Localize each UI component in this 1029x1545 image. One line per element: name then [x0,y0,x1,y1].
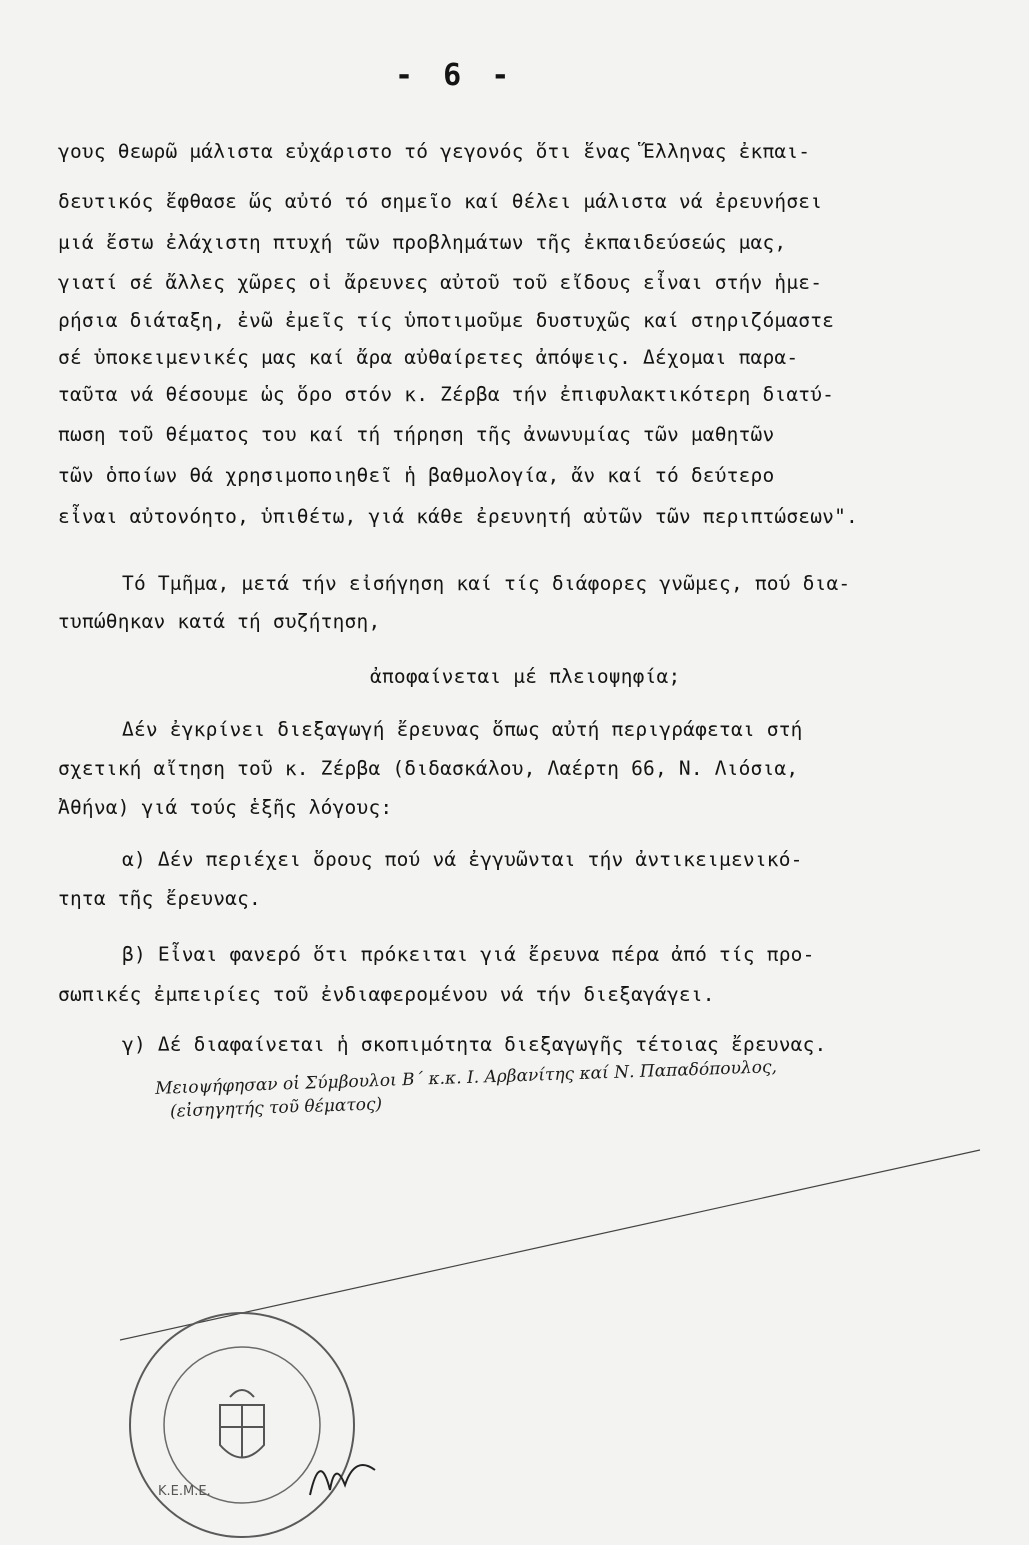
decision-intro-line: Ἀθήνα) γιά τούς ἑξῆς λόγους: [58,796,393,819]
decision-heading: ἀποφαίνεται μέ πλειοψηφία; [370,665,681,688]
handwritten-note-line: Μειοψήφησαν οἱ Σύμβουλοι Β΄ κ.κ. Ι. Αρβανίτης καί Ν. Παπαδόπουλος, [154,1057,778,1099]
page-number: - 6 - [395,58,516,93]
paragraph-1-line: ταῦτα νά θέσουμε ὡς ὅρο στόν κ. Ζέρβα τήν ἐπιφυλακτικότερη διατύ- [58,383,835,406]
paragraph-1-line: τῶν ὁποίων θά χρησιμοποιηθεῖ ἡ βαθμολογία, ἄν καί τό δεύτερο [58,464,775,487]
reason-c-line: γ) Δέ διαφαίνεται ἡ σκοπιμότητα διεξαγωγῆς τέτοιας ἔρευνας. [122,1033,827,1056]
paragraph-1-line: δευτικός ἔφθασε ὥς αὐτό τό σημεῖο καί θέλει μάλιστα νά ἐρευνήσει [58,190,823,213]
handwritten-note-line: (εἰσηγητής τοῦ θέματος) [169,1094,383,1122]
reason-a-line: τητα τῆς ἔρευνας. [58,887,261,910]
reason-b-line: σωπικές ἐμπειρίες τοῦ ἐνδιαφερομένου νά τήν διεξαγάγει. [58,983,715,1006]
official-seal [122,1305,362,1545]
paragraph-2-line: τυπώθηκαν κατά τή συζήτηση, [58,610,381,633]
paragraph-1-line: εἶναι αὐτονόητο, ὑπιθέτω, γιά κάθε ἐρευνητή αὐτῶν τῶν περιπτώσεων". [58,505,858,528]
reason-b-line: β) Εἶναι φανερό ὅτι πρόκειται γιά ἔρευνα πέρα ἀπό τίς προ- [122,943,815,966]
reason-a-line: α) Δέν περιέχει ὅρους πού νά ἐγγυῶνται τήν ἀντικειμενικό- [122,848,803,871]
paragraph-1-line: γους θεωρῶ μάλιστα εὐχάριστο τό γεγονός ὅτι ἕνας Ἕλληνας ἐκπαι- [58,140,811,163]
paragraph-1-line: πωση τοῦ θέματος του καί τή τήρηση τῆς ἀνωνυμίας τῶν μαθητῶν [58,423,775,446]
decision-intro-line: σχετική αἴτηση τοῦ κ. Ζέρβα (διδασκάλου, Λαέρτη 66, Ν. Λιόσια, [58,757,799,780]
paragraph-1-line: γιατί σέ ἄλλες χῶρες οἱ ἄρευνες αὐτοῦ τοῦ εἴδους εἶναι στήν ἡμε- [58,271,823,294]
paragraph-1-line: ρήσια διάταξη, ἐνῶ ἐμεῖς τίς ὑποτιμοῦμε δυστυχῶς καί στηριζόμαστε [58,309,835,332]
signature [300,1440,390,1500]
paragraph-1-line: μιά ἔστω ἐλάχιστη πτυχή τῶν προβλημάτων τῆς ἐκπαιδεύσεώς μας, [58,231,787,254]
decision-intro-line: Δέν ἐγκρίνει διεξαγωγή ἔρευνας ὅπως αὐτή περιγράφεται στή [122,718,803,741]
seal-sub-text: Κ.Ε.Μ.Ε. [158,1484,211,1499]
paragraph-2-line: Τό Τμῆμα, μετά τήν εἰσήγηση καί τίς διάφορες γνῶμες, πού δια- [122,572,851,595]
paragraph-1-line: σέ ὑποκειμενικές μας καί ἄρα αὐθαίρετες ἀπόψεις. Δέχομαι παρα- [58,346,799,369]
